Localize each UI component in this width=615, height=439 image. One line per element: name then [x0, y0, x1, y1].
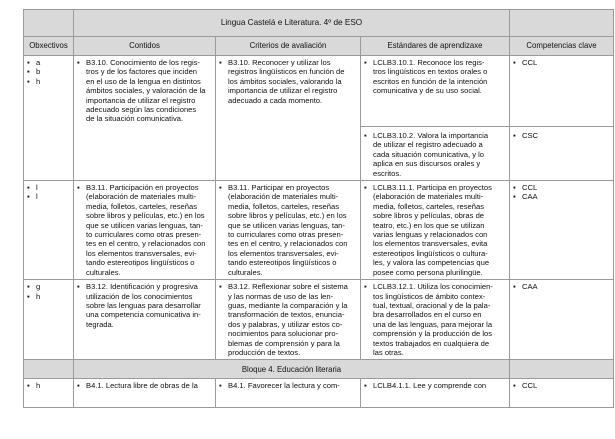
criterios-cell	[216, 379, 361, 408]
competencia-item: CCL	[522, 381, 538, 391]
criterios-cell	[216, 181, 361, 280]
bullet-icon: ▪	[364, 381, 367, 391]
estandares-cell	[361, 56, 510, 181]
table-title: Lingua Castelá e Literatura. 4º de ESO	[74, 10, 510, 37]
bullet-icon: ▪	[27, 183, 30, 193]
bullet-icon: ▪	[27, 282, 30, 292]
bullet-icon: ▪	[219, 282, 222, 292]
criterio-text: B3.11. Participar en proyectos (elaboración de materiales multi- media, folletos, carteles, reseñas sobre libros y películas, etc.) en los que se utilicen varias lenguas, tan- to curriculares como otras presen- tes en el centro, y relacionados con los elementos transversales, evi- tando estereotipos lingüísticos o culturales.	[228, 183, 348, 277]
bullet-icon: ▪	[27, 192, 30, 202]
contenido-text: B3.12. Identificación y progresiva utilización de los conocimientos sobre las lenguas para desarrollar una competencia comunicativa in- tegrada.	[86, 282, 201, 329]
objetivos-cell	[24, 181, 74, 280]
competencia-item: CAA	[522, 282, 538, 292]
table-row	[24, 280, 614, 360]
criterio-text: B3.12. Reflexionar sobre el sistema y las normas de uso de las len- guas, mediante la comparación y la transformación de textos, enuncia- dos y palabras, y utilizar estos co- nocimientos para solucionar pro- blemas de comprensión y para la producción de textos.	[228, 282, 348, 357]
bullet-icon: ▪	[364, 131, 367, 140]
contenidos-cell	[74, 56, 216, 181]
title-blank-right	[510, 10, 614, 37]
bullet-icon: ▪	[77, 183, 80, 193]
estandar-text: LCLB3.11.1. Participa en proyectos (elaboración de materiales multi- media, folletos, carteles, reseñas sobre libros y películas, obras de teatro, etc.) en los que se utilizan varias lenguas y relacionados con los elementos transversales, evita estereotipos lingüísticos o cultura- les, y valora las competencias que posee como persona plurilingüe.	[373, 183, 492, 277]
header-estandares: Estándares de aprendizaxe	[361, 37, 510, 56]
objetivo-item: a	[36, 58, 41, 67]
bullet-icon: ▪	[27, 381, 30, 391]
objetivo-item: h	[36, 76, 41, 86]
estandares-cell	[361, 181, 510, 280]
contenido-text: B4.1. Lectura libre de obras de la	[86, 381, 198, 391]
bullet-icon: ▪	[364, 58, 367, 67]
bullet-icon: ▪	[364, 282, 367, 292]
section-title: Bloque 4. Educación literaria	[74, 360, 510, 379]
table-row	[24, 56, 614, 181]
estandar-text: LCLB3.10.2. Valora la importancia de utilizar el registro adecuado a cada situación comunicativa, y lo aplica en sus discursos orales y escritos.	[373, 131, 489, 178]
bullet-icon: ▪	[77, 58, 80, 67]
competencia-item: CAA	[522, 192, 538, 202]
bullet-icon: ▪	[219, 183, 222, 193]
estandares-cell	[361, 280, 510, 360]
objetivo-item: l	[36, 192, 38, 202]
estandares-cell	[361, 379, 510, 408]
competencias-cell	[510, 56, 614, 181]
criterios-cell	[216, 56, 361, 181]
bullet-icon: ▪	[513, 282, 516, 292]
bullet-icon: ▪	[27, 291, 30, 301]
objetivos-cell	[24, 56, 74, 181]
bullet-icon: ▪	[364, 183, 367, 193]
bullet-icon: ▪	[27, 76, 30, 86]
bullet-icon: ▪	[27, 58, 30, 67]
competencia-item: CCL	[522, 58, 538, 67]
bullet-icon: ▪	[513, 381, 516, 391]
objetivo-item: g	[36, 282, 41, 292]
objetivo-item: l	[36, 183, 38, 193]
section-row	[24, 360, 614, 379]
estandar-text: LCLB4.1.1. Lee y comprende con	[373, 381, 487, 391]
competencia-item: CCL	[522, 183, 538, 193]
criterio-text: B4.1. Favorecer la lectura y com-	[228, 381, 340, 391]
header-row	[24, 37, 614, 56]
contenidos-cell	[74, 379, 216, 408]
title-row	[24, 10, 614, 37]
objetivo-item: h	[36, 381, 41, 391]
estandar-text: LCLB3.12.1. Utiliza los conocimien- tos lingüísticos de ámbito contex- tual, textual, oracional y de la pala- bra desarrollados en el curso en una de las lenguas, para mejorar la comprensión y la producción de los textos trabajados en cualquiera de las otras.	[373, 282, 493, 357]
competencias-cell	[510, 379, 614, 408]
header-contenidos: Contidos	[74, 37, 216, 56]
competencias-cell	[510, 181, 614, 280]
contenido-text: B3.10. Conocimiento de los regis- tros y de los factores que inciden en el uso de la lengua en distintos ámbitos sociales, y valoración de la importancia de utilizar el registro adecuado según las condiciones de la situación comunicativa.	[86, 58, 206, 124]
criterios-cell	[216, 280, 361, 360]
contenido-text: B3.11. Participación en proyectos (elaboración de materiales multi- media, folletos, carteles, reseñas sobre libros y películas, etc.) en los que se utilicen varias lenguas, tan- to curriculares como otras presen- tes en el centro, y relacionados con los elementos transversales, evi- tando estereotipos lingüísticos o culturales.	[86, 183, 206, 277]
header-objetivos: Obxectivos	[24, 37, 74, 56]
bullet-icon: ▪	[513, 131, 516, 140]
header-competencias: Competencias clave	[510, 37, 614, 56]
criterio-text: B3.10. Reconocer y utilizar los registros lingüísticos en función de los ámbitos sociales, valorando la importancia de utilizar el registro adecuado a cada momento.	[228, 58, 345, 105]
objetivo-item: b	[36, 67, 41, 77]
bullet-icon: ▪	[77, 282, 80, 292]
objetivos-cell	[24, 379, 74, 408]
section-blank-left	[24, 360, 74, 379]
objetivos-cell	[24, 280, 74, 360]
bullet-icon: ▪	[219, 381, 222, 391]
bullet-icon: ▪	[513, 183, 516, 193]
estandar-text: LCLB3.10.1. Reconoce los regis- tros lingüísticos en textos orales o escritos en función de la intención comunicativa y de su uso social.	[373, 58, 488, 96]
objetivo-item: h	[36, 291, 41, 301]
section-blank-right	[510, 360, 614, 379]
table-row	[24, 181, 614, 280]
contenidos-cell	[74, 181, 216, 280]
bullet-icon: ▪	[219, 58, 222, 67]
bullet-icon: ▪	[77, 381, 80, 391]
bullet-icon: ▪	[513, 192, 516, 202]
table-row	[24, 379, 614, 408]
bullet-icon: ▪	[513, 58, 516, 67]
competencias-cell	[510, 280, 614, 360]
curriculum-table	[23, 9, 614, 408]
bullet-icon: ▪	[27, 67, 30, 77]
title-blank-left	[24, 10, 74, 37]
competencia-item: CSC	[522, 131, 539, 140]
header-criterios: Criterios de avaliación	[216, 37, 361, 56]
contenidos-cell	[74, 280, 216, 360]
